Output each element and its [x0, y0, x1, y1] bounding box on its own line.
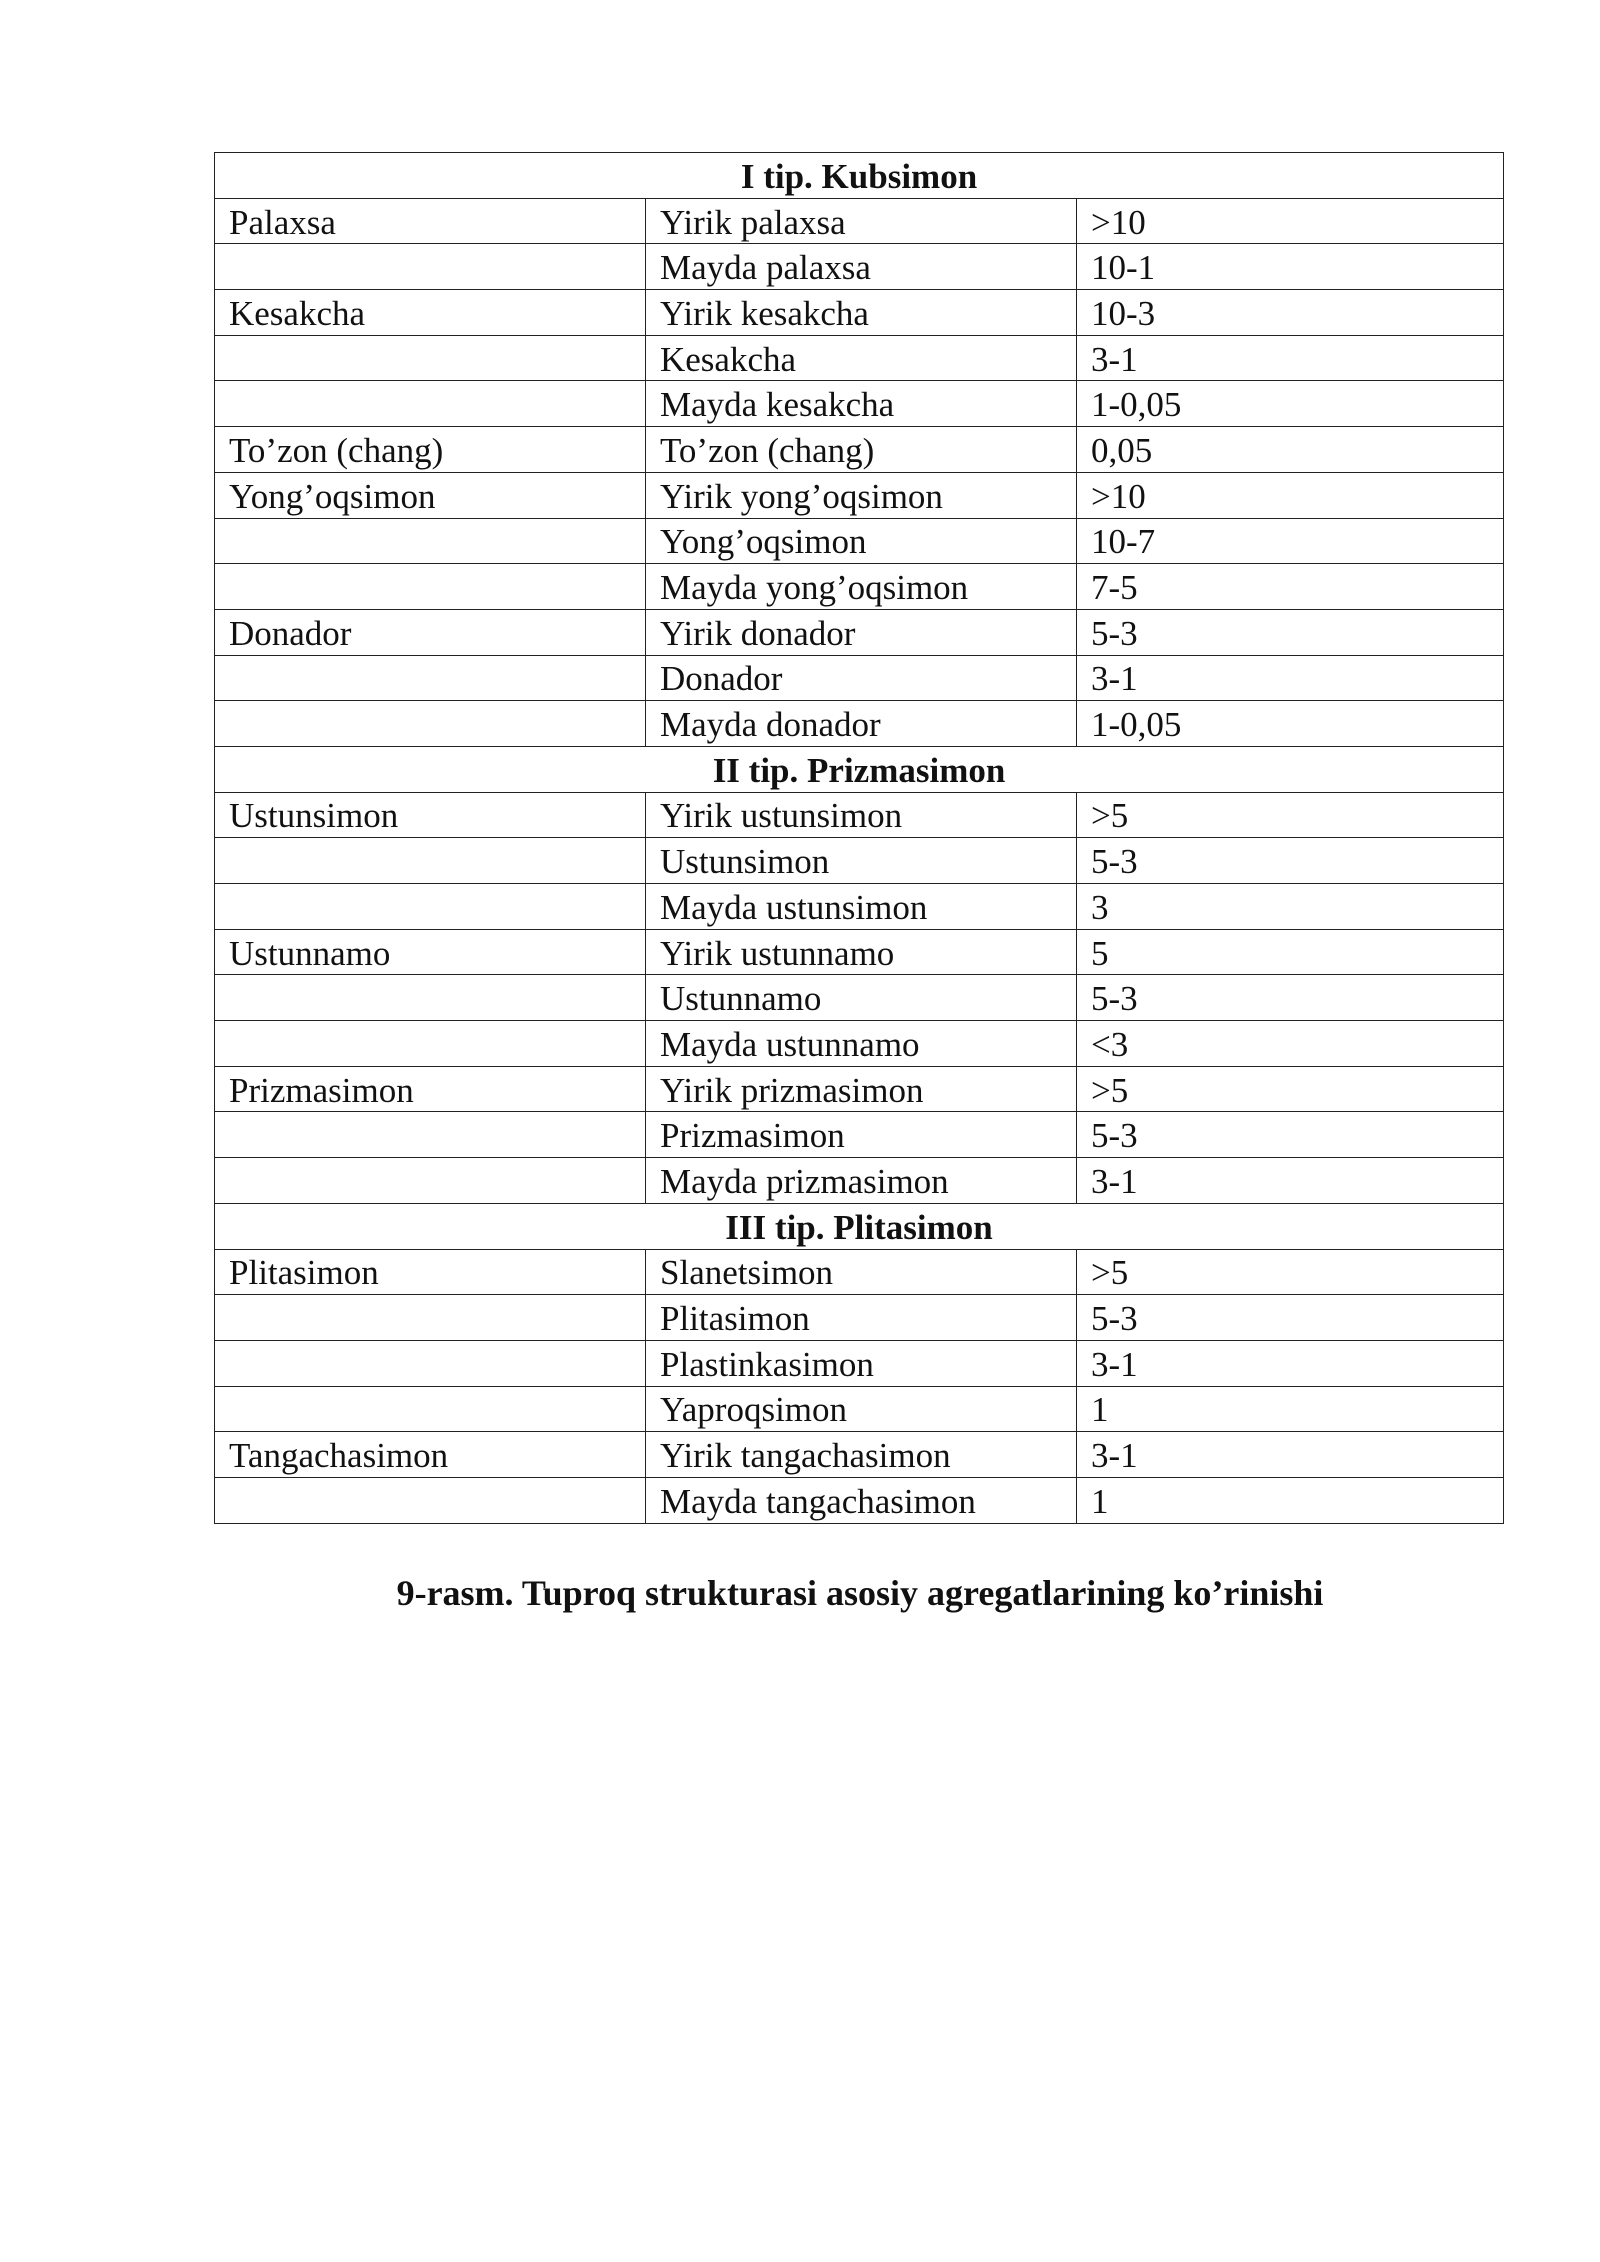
structure-name-cell: Mayda palaxsa: [646, 244, 1077, 290]
structure-name-cell: Yirik ustunsimon: [646, 792, 1077, 838]
size-mm-cell: 5-3: [1077, 838, 1504, 884]
structure-name-cell: Ustunsimon: [646, 838, 1077, 884]
table-row: [215, 472, 1504, 518]
table-row: [215, 244, 1504, 290]
structure-name-cell: Yirik kesakcha: [646, 290, 1077, 336]
structure-name-cell: Slanetsimon: [646, 1249, 1077, 1295]
structure-group-cell: [215, 975, 646, 1021]
structure-name-cell: Plastinkasimon: [646, 1340, 1077, 1386]
structure-group-cell: [215, 1386, 646, 1432]
structure-name-cell: Mayda ustunnamo: [646, 1021, 1077, 1067]
structure-group-cell: Donador: [215, 609, 646, 655]
table-row: [215, 929, 1504, 975]
size-mm-cell: 5-3: [1077, 609, 1504, 655]
structure-group-cell: [215, 564, 646, 610]
structure-group-cell: Ustunnamo: [215, 929, 646, 975]
table-row: [215, 335, 1504, 381]
structure-name-cell: Yirik palaxsa: [646, 198, 1077, 244]
table-row: [215, 1386, 1504, 1432]
structure-name-cell: Yirik yong’oqsimon: [646, 472, 1077, 518]
table-row: [215, 427, 1504, 473]
size-mm-cell: 7-5: [1077, 564, 1504, 610]
size-mm-cell: 3-1: [1077, 655, 1504, 701]
table-row: [215, 1477, 1504, 1523]
table-row: [215, 838, 1504, 884]
size-mm-cell: >5: [1077, 1249, 1504, 1295]
structure-group-cell: Tangachasimon: [215, 1432, 646, 1478]
structure-name-cell: To’zon (chang): [646, 427, 1077, 473]
table-row: [215, 1112, 1504, 1158]
structure-name-cell: Kesakcha: [646, 335, 1077, 381]
figure-caption: 9-rasm. Tuproq strukturasi asosiy agregatlarining ko’rinishi: [396, 1573, 1324, 1613]
structure-group-cell: [215, 838, 646, 884]
structure-group-cell: Kesakcha: [215, 290, 646, 336]
table-row: [215, 1295, 1504, 1341]
structure-name-cell: Yong’oqsimon: [646, 518, 1077, 564]
structure-group-cell: Ustunsimon: [215, 792, 646, 838]
structure-name-cell: Yirik tangachasimon: [646, 1432, 1077, 1478]
size-mm-cell: 1-0,05: [1077, 381, 1504, 427]
table-row: [215, 198, 1504, 244]
structure-group-cell: Plitasimon: [215, 1249, 646, 1295]
table-row: [215, 975, 1504, 1021]
structure-group-cell: [215, 381, 646, 427]
structure-name-cell: Yaproqsimon: [646, 1386, 1077, 1432]
section-header-row: [215, 1203, 1504, 1249]
structure-group-cell: Yong’oqsimon: [215, 472, 646, 518]
structure-group-cell: [215, 518, 646, 564]
structure-name-cell: Donador: [646, 655, 1077, 701]
size-mm-cell: >5: [1077, 1066, 1504, 1112]
size-mm-cell: 10-3: [1077, 290, 1504, 336]
section-title: II tip. Prizmasimon: [215, 746, 1504, 792]
table-body: [215, 153, 1504, 1524]
table-row: [215, 884, 1504, 930]
table-row: [215, 792, 1504, 838]
structure-name-cell: Yirik ustunnamo: [646, 929, 1077, 975]
table-row: [215, 1340, 1504, 1386]
section-header-row: [215, 746, 1504, 792]
size-mm-cell: >5: [1077, 792, 1504, 838]
structure-group-cell: [215, 1477, 646, 1523]
table-row: [215, 1158, 1504, 1204]
table-row: [215, 381, 1504, 427]
size-mm-cell: 3-1: [1077, 335, 1504, 381]
section-title: III tip. Plitasimon: [215, 1203, 1504, 1249]
structure-group-cell: [215, 701, 646, 747]
size-mm-cell: 3-1: [1077, 1340, 1504, 1386]
size-mm-cell: 1: [1077, 1386, 1504, 1432]
structure-name-cell: Mayda yong’oqsimon: [646, 564, 1077, 610]
soil-structure-table: [214, 152, 1504, 1524]
size-mm-cell: <3: [1077, 1021, 1504, 1067]
structure-name-cell: Mayda ustunsimon: [646, 884, 1077, 930]
size-mm-cell: 1: [1077, 1477, 1504, 1523]
size-mm-cell: 3: [1077, 884, 1504, 930]
structure-group-cell: Palaxsa: [215, 198, 646, 244]
structure-group-cell: [215, 1021, 646, 1067]
table-row: [215, 655, 1504, 701]
structure-group-cell: [215, 1295, 646, 1341]
structure-name-cell: Yirik donador: [646, 609, 1077, 655]
structure-group-cell: [215, 1158, 646, 1204]
structure-name-cell: Prizmasimon: [646, 1112, 1077, 1158]
structure-name-cell: Ustunnamo: [646, 975, 1077, 1021]
structure-name-cell: Mayda tangachasimon: [646, 1477, 1077, 1523]
table-row: [215, 701, 1504, 747]
size-mm-cell: >10: [1077, 472, 1504, 518]
structure-group-cell: [215, 244, 646, 290]
size-mm-cell: 5-3: [1077, 1112, 1504, 1158]
table-row: [215, 518, 1504, 564]
size-mm-cell: 10-1: [1077, 244, 1504, 290]
size-mm-cell: 10-7: [1077, 518, 1504, 564]
table-row: [215, 290, 1504, 336]
structure-group-cell: [215, 335, 646, 381]
table-row: [215, 1021, 1504, 1067]
structure-name-cell: Mayda donador: [646, 701, 1077, 747]
size-mm-cell: 3-1: [1077, 1158, 1504, 1204]
structure-group-cell: [215, 884, 646, 930]
table-row: [215, 564, 1504, 610]
size-mm-cell: >10: [1077, 198, 1504, 244]
section-title: I tip. Kubsimon: [215, 153, 1504, 199]
size-mm-cell: 5-3: [1077, 975, 1504, 1021]
structure-name-cell: Yirik prizmasimon: [646, 1066, 1077, 1112]
structure-name-cell: Mayda kesakcha: [646, 381, 1077, 427]
table-row: [215, 1249, 1504, 1295]
table-row: [215, 1432, 1504, 1478]
structure-group-cell: [215, 1340, 646, 1386]
size-mm-cell: 1-0,05: [1077, 701, 1504, 747]
structure-name-cell: Plitasimon: [646, 1295, 1077, 1341]
structure-name-cell: Mayda prizmasimon: [646, 1158, 1077, 1204]
structure-group-cell: [215, 655, 646, 701]
size-mm-cell: 5-3: [1077, 1295, 1504, 1341]
size-mm-cell: 0,05: [1077, 427, 1504, 473]
size-mm-cell: 3-1: [1077, 1432, 1504, 1478]
structure-group-cell: To’zon (chang): [215, 427, 646, 473]
structure-group-cell: [215, 1112, 646, 1158]
section-header-row: [215, 153, 1504, 199]
structure-group-cell: Prizmasimon: [215, 1066, 646, 1112]
size-mm-cell: 5: [1077, 929, 1504, 975]
table-row: [215, 609, 1504, 655]
table-row: [215, 1066, 1504, 1112]
